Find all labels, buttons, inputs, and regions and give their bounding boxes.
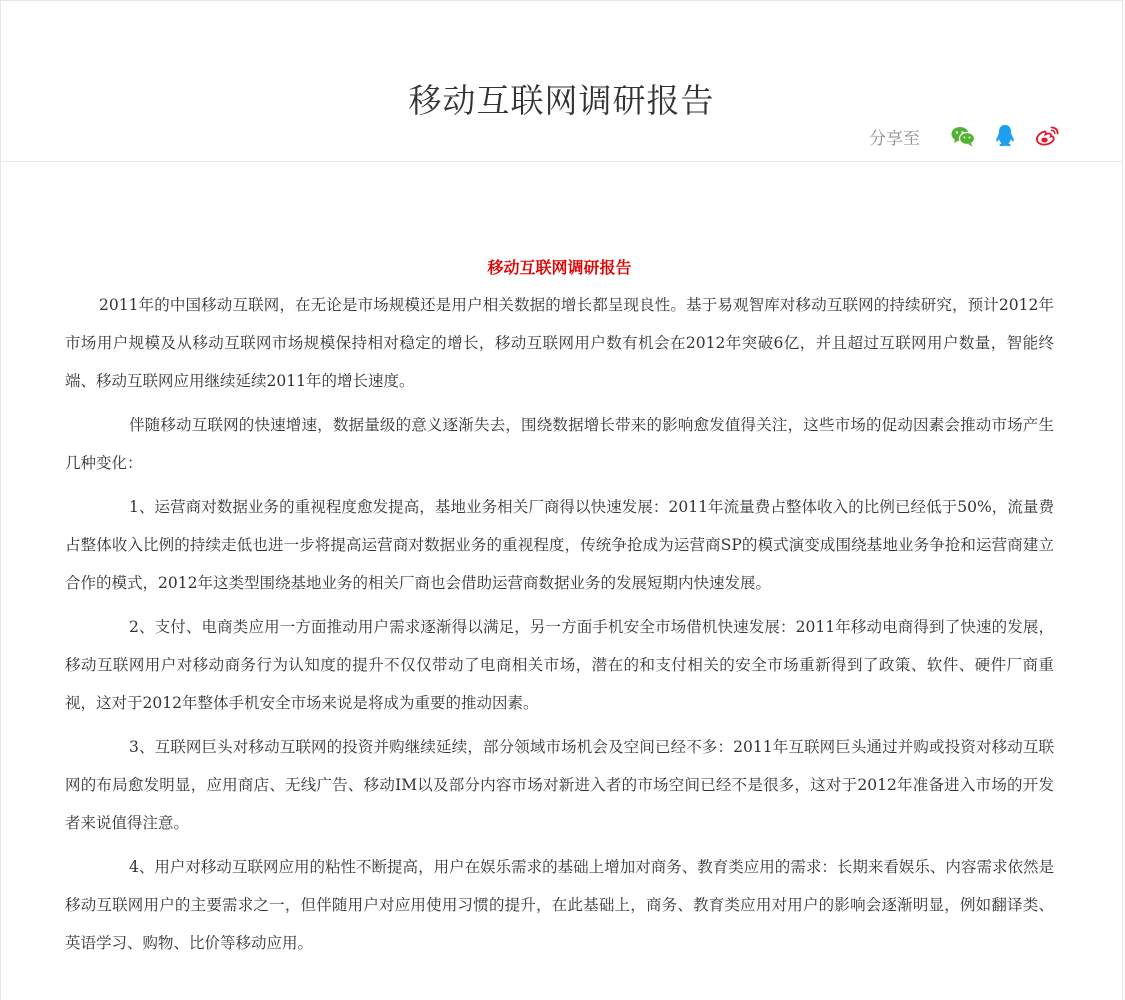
paragraph-changes: 伴随移动互联网的快速增速，数据量级的意义逐渐失去，围绕数据增长带来的影响愈发值得关注，这些市场的促动因素会推动市场产生几种变化： — [65, 416, 1054, 472]
weibo-icon — [1034, 123, 1060, 149]
share-weibo-button[interactable] — [1034, 123, 1060, 149]
share-label: 分享至 — [869, 128, 920, 149]
share-qq-button[interactable] — [992, 123, 1018, 149]
paragraph-point-3: 3、互联网巨头对移动互联网的投资并购继续延续，部分领域市场机会及空间已经不多：2011年互联网巨头通过并购或投资对移动互联网的布局愈发明显，应用商店、无线广告、移动IM以及部分内容市场对新进入者的市场空间已经不是很多，这对于2012年准备进入市场的开发者来说值得注意。 — [65, 738, 1054, 832]
article-body — [65, 161, 1054, 968]
wechat-icon — [950, 123, 976, 149]
page-title: 移动互联网调研报告 — [408, 81, 715, 121]
qq-icon — [992, 123, 1018, 149]
page-header — [1, 1, 1122, 162]
paragraph-point-2: 2、支付、电商类应用一方面推动用户需求逐渐得以满足，另一方面手机安全市场借机快速发展：2011年移动电商得到了快速的发展，移动互联网用户对移动商务行为认知度的提升不仅仅带动了电商相关市场，潜在的和支付相关的安全市场重新得到了政策、软件、硬件厂商重视，这对于2012年整体手机安全市场来说是将成为重要的推动因素。 — [65, 618, 1054, 712]
paragraph-intro: 2011年的中国移动互联网，在无论是市场规模还是用户相关数据的增长都呈现良性。基于易观智库对移动互联网的持续研究，预计2012年市场用户规模及从移动互联网市场规模保持相对稳定的增长，移动互联网用户数有机会在2012年突破6亿，并且超过互联网用户数量，智能终端、移动互联网应用继续延续2011年的增长速度。 — [65, 296, 1054, 390]
share-bar — [869, 121, 1060, 151]
paragraph-point-4: 4、用户对移动互联网应用的粘性不断提高，用户在娱乐需求的基础上增加对商务、教育类应用的需求：长期来看娱乐、内容需求依然是移动互联网用户的主要需求之一，但伴随用户对应用使用习惯的提升，在此基础上，商务、教育类应用对用户的影响会逐渐明显，例如翻译类、英语学习、购物、比价等移动应用。 — [65, 858, 1054, 952]
article-title: 移动互联网调研报告 — [487, 258, 632, 277]
paragraph-point-1: 1、运营商对数据业务的重视程度愈发提高，基地业务相关厂商得以快速发展：2011年流量费占整体收入的比例已经低于50%，流量费占整体收入比例的持续走低也进一步将提高运营商对数据业务的重视程度，传统争抢成为运营商SP的模式演变成围绕基地业务争抢和运营商建立合作的模式，2012年这类型围绕基地业务的相关厂商也会借助运营商数据业务的发展短期内快速发展。 — [65, 498, 1054, 592]
share-wechat-button[interactable] — [950, 123, 976, 149]
